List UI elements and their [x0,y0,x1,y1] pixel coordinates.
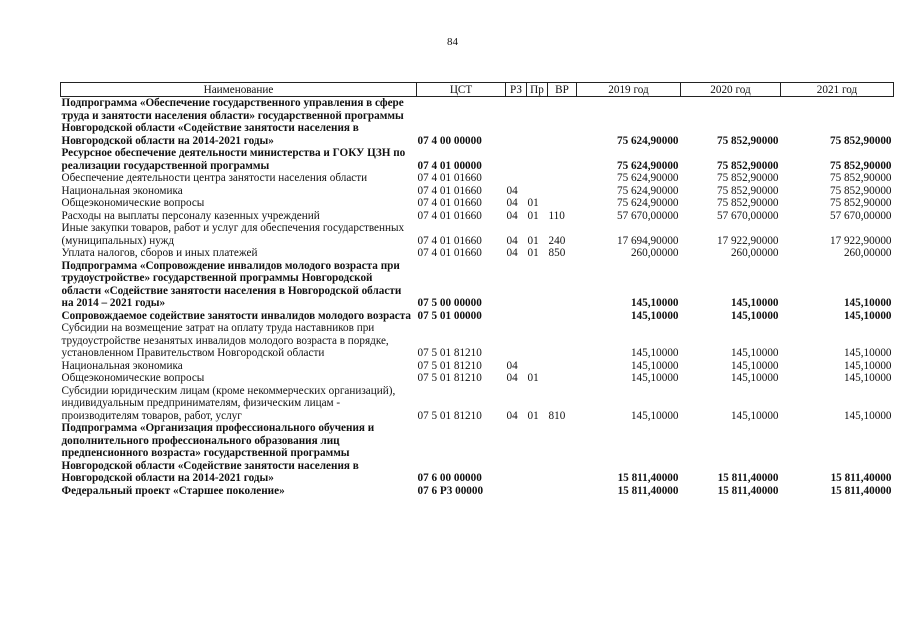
row-cst: 07 5 01 81210 [417,359,482,372]
row-value-2021: 15 811,40000 [830,484,892,497]
row-pr [527,310,548,323]
row-pr [527,185,548,198]
row-pr [527,485,548,498]
row-vr: 810 [548,409,566,422]
row-value-2020: 75 852,90000 [716,172,779,184]
row-vr: 850 [548,247,566,259]
row-name: Уплата налогов, сборов и иных платежей [61,247,258,259]
row-name: Подпрограмма «Организация профессионального обучения и дополнительного профессионального образования лиц предпенсионного возраста» государственной программы Новгородской области «Содействие занятости населения в Новгородской области на 2014-2021 годы» [61,422,375,484]
row-rz: 04 [506,247,518,259]
row-value-2020: 75 852,90000 [716,184,779,197]
row-value-2021: 15 811,40000 [830,472,892,484]
row-name: Общеэкономические вопросы [61,372,205,384]
table-row [61,322,894,360]
row-cst: 07 5 01 81210 [417,347,482,359]
row-rz [506,322,527,360]
table-body [61,97,894,498]
row-value-2019: 145,10000 [630,297,679,309]
row-rz: 04 [506,209,518,222]
row-vr [548,260,577,310]
row-vr [548,97,577,148]
row-pr: 01 [527,247,539,259]
row-cst: 07 4 00 00000 [417,134,482,147]
row-cst: 07 6 P3 00000 [417,484,484,497]
row-pr: 01 [527,197,539,209]
header-rz: РЗ [506,83,527,97]
row-value-2021: 75 852,90000 [829,197,892,209]
row-name: Национальная экономика [61,359,183,372]
row-value-2020: 145,10000 [730,409,779,422]
row-cst: 07 4 01 01660 [417,209,482,222]
row-pr: 01 [527,372,539,384]
row-value-2019: 75 624,90000 [616,172,679,184]
row-vr [548,147,577,172]
row-value-2021: 145,10000 [843,309,892,322]
row-value-2021: 75 852,90000 [829,172,892,184]
header-2020: 2020 год [681,83,781,97]
row-value-2019: 145,10000 [630,372,679,384]
row-rz: 04 [506,409,518,422]
table-row [61,310,894,323]
table-row [61,385,894,423]
row-vr: 110 [548,209,565,222]
row-value-2019: 145,10000 [630,309,679,322]
row-rz [506,310,527,323]
row-cst: 07 4 01 01660 [417,197,482,209]
row-name: Общеэкономические вопросы [61,197,205,209]
table-row [61,172,894,185]
row-value-2020: 145,10000 [730,372,779,384]
table-row [61,210,894,223]
row-value-2021: 57 670,00000 [829,209,892,222]
header-2021: 2021 год [781,83,894,97]
row-cst: 07 5 00 00000 [417,297,482,309]
row-pr [527,322,548,360]
row-pr [527,260,548,310]
row-vr [548,372,577,385]
row-value-2021: 260,00000 [843,247,892,259]
row-cst: 07 4 01 01660 [417,247,482,259]
row-cst: 07 4 01 01660 [417,234,482,247]
row-value-2021: 145,10000 [843,347,892,359]
row-vr: 240 [548,234,566,247]
table-header [61,83,894,97]
row-rz [506,485,527,498]
table-row [61,222,894,247]
row-cst: 07 4 01 01660 [417,184,482,197]
row-value-2020: 17 922,90000 [716,234,779,247]
row-name: Расходы на выплаты персоналу казенных учреждений [61,209,320,222]
row-pr: 01 [527,209,539,222]
row-value-2021: 145,10000 [843,297,892,309]
row-value-2020: 75 852,90000 [716,159,779,172]
row-vr [548,172,577,185]
table-row [61,260,894,310]
row-value-2020: 15 811,40000 [717,484,779,497]
row-value-2020: 145,10000 [730,309,779,322]
table-row [61,97,894,148]
row-rz [506,97,527,148]
row-rz: 04 [506,372,518,384]
row-vr [548,185,577,198]
row-vr [548,485,577,498]
row-name: Субсидии юридическим лицам (кроме некоммерческих организаций), индивидуальным предпринимателям, физическим лицам - производителям товаров, работ, услуг [61,384,396,422]
row-vr [548,197,577,210]
row-value-2021: 145,10000 [843,359,892,372]
row-pr: 01 [527,234,539,247]
row-value-2021: 145,10000 [843,372,892,384]
row-vr [548,322,577,360]
row-vr [548,422,577,485]
row-rz [506,147,527,172]
row-value-2020: 57 670,00000 [716,209,779,222]
row-pr: 01 [527,409,539,422]
table-row [61,197,894,210]
row-rz [506,172,527,185]
row-pr [527,147,548,172]
row-rz: 04 [506,197,518,209]
row-rz: 04 [506,234,518,247]
row-pr [527,360,548,373]
row-value-2019: 75 624,90000 [616,197,679,209]
row-name: Ресурсное обеспечение деятельности министерства и ГОКУ ЦЗН по реализации государственной программы [61,147,406,172]
row-vr [548,310,577,323]
row-value-2019: 75 624,90000 [616,159,679,172]
page-number: 84 [447,36,458,48]
row-value-2019: 17 694,90000 [616,234,679,247]
header-cst: ЦСТ [417,83,506,97]
row-name: Национальная экономика [61,184,183,197]
row-pr [527,97,548,148]
row-cst: 07 4 01 01660 [417,172,482,184]
table-row [61,422,894,485]
header-pr: Пр [527,83,548,97]
row-rz [506,422,527,485]
row-value-2019: 75 624,90000 [616,134,679,147]
row-value-2020: 15 811,40000 [717,472,779,484]
row-cst: 07 5 01 81210 [417,372,482,384]
row-name: Обеспечение деятельности центра занятости населения области [61,172,368,184]
table-row [61,485,894,498]
row-rz: 04 [506,359,518,372]
row-value-2021: 75 852,90000 [829,159,892,172]
table-row [61,185,894,198]
row-value-2019: 57 670,00000 [616,209,679,222]
row-value-2019: 145,10000 [630,347,679,359]
row-value-2020: 260,00000 [730,247,779,259]
row-value-2020: 75 852,90000 [716,134,779,147]
row-cst: 07 5 01 00000 [417,309,482,322]
row-value-2019: 15 811,40000 [617,484,679,497]
row-value-2021: 145,10000 [843,409,892,422]
row-value-2020: 145,10000 [730,297,779,309]
row-value-2021: 17 922,90000 [829,234,892,247]
row-value-2019: 15 811,40000 [617,472,679,484]
row-name: Подпрограмма «Сопровождение инвалидов молодого возраста при трудоустройстве» государственной программы Новгородской области «Содействие занятости населения в Новгородской области на 2014 – 2021 годы» [61,259,402,309]
row-name: Иные закупки товаров, работ и услуг для обеспечения государственных (муниципальных) нужд [61,222,405,247]
row-name: Сопровождаемое содействие занятости инвалидов молодого возраста [61,309,411,322]
table-row [61,147,894,172]
row-cst: 07 4 01 00000 [417,159,482,172]
row-value-2021: 75 852,90000 [829,134,892,147]
row-value-2019: 75 624,90000 [616,184,679,197]
row-value-2020: 145,10000 [730,347,779,359]
row-name: Субсидии на возмещение затрат на оплату труда наставников при трудоустройстве незанятых инвалидов молодого возраста в порядке, установленном Правительством Новгородской области [61,322,389,359]
header-name: Наименование [61,83,417,97]
budget-table [60,82,894,497]
row-value-2020: 145,10000 [730,359,779,372]
row-name: Подпрограмма «Обеспечение государственного управления в сфере труда и занятости населения области» государственной программы Новгородской области «Содействие занятости населения в Новгородской области на 2014-2021 годы» [61,97,404,147]
row-rz [506,260,527,310]
row-vr [548,360,577,373]
row-value-2020: 75 852,90000 [716,197,779,209]
row-name: Федеральный проект «Старшее поколение» [61,484,285,497]
row-pr [527,422,548,485]
header-2019: 2019 год [577,83,681,97]
row-value-2021: 75 852,90000 [829,184,892,197]
header-row [61,83,894,97]
table-row [61,372,894,385]
table-row [61,247,894,260]
row-cst: 07 6 00 00000 [417,472,482,484]
row-pr [527,172,548,185]
row-value-2019: 145,10000 [630,359,679,372]
table-row [61,360,894,373]
row-cst: 07 5 01 81210 [417,409,482,422]
row-rz: 04 [506,184,518,197]
header-vr: ВР [548,83,577,97]
row-value-2019: 145,10000 [630,409,679,422]
row-value-2019: 260,00000 [630,247,679,259]
